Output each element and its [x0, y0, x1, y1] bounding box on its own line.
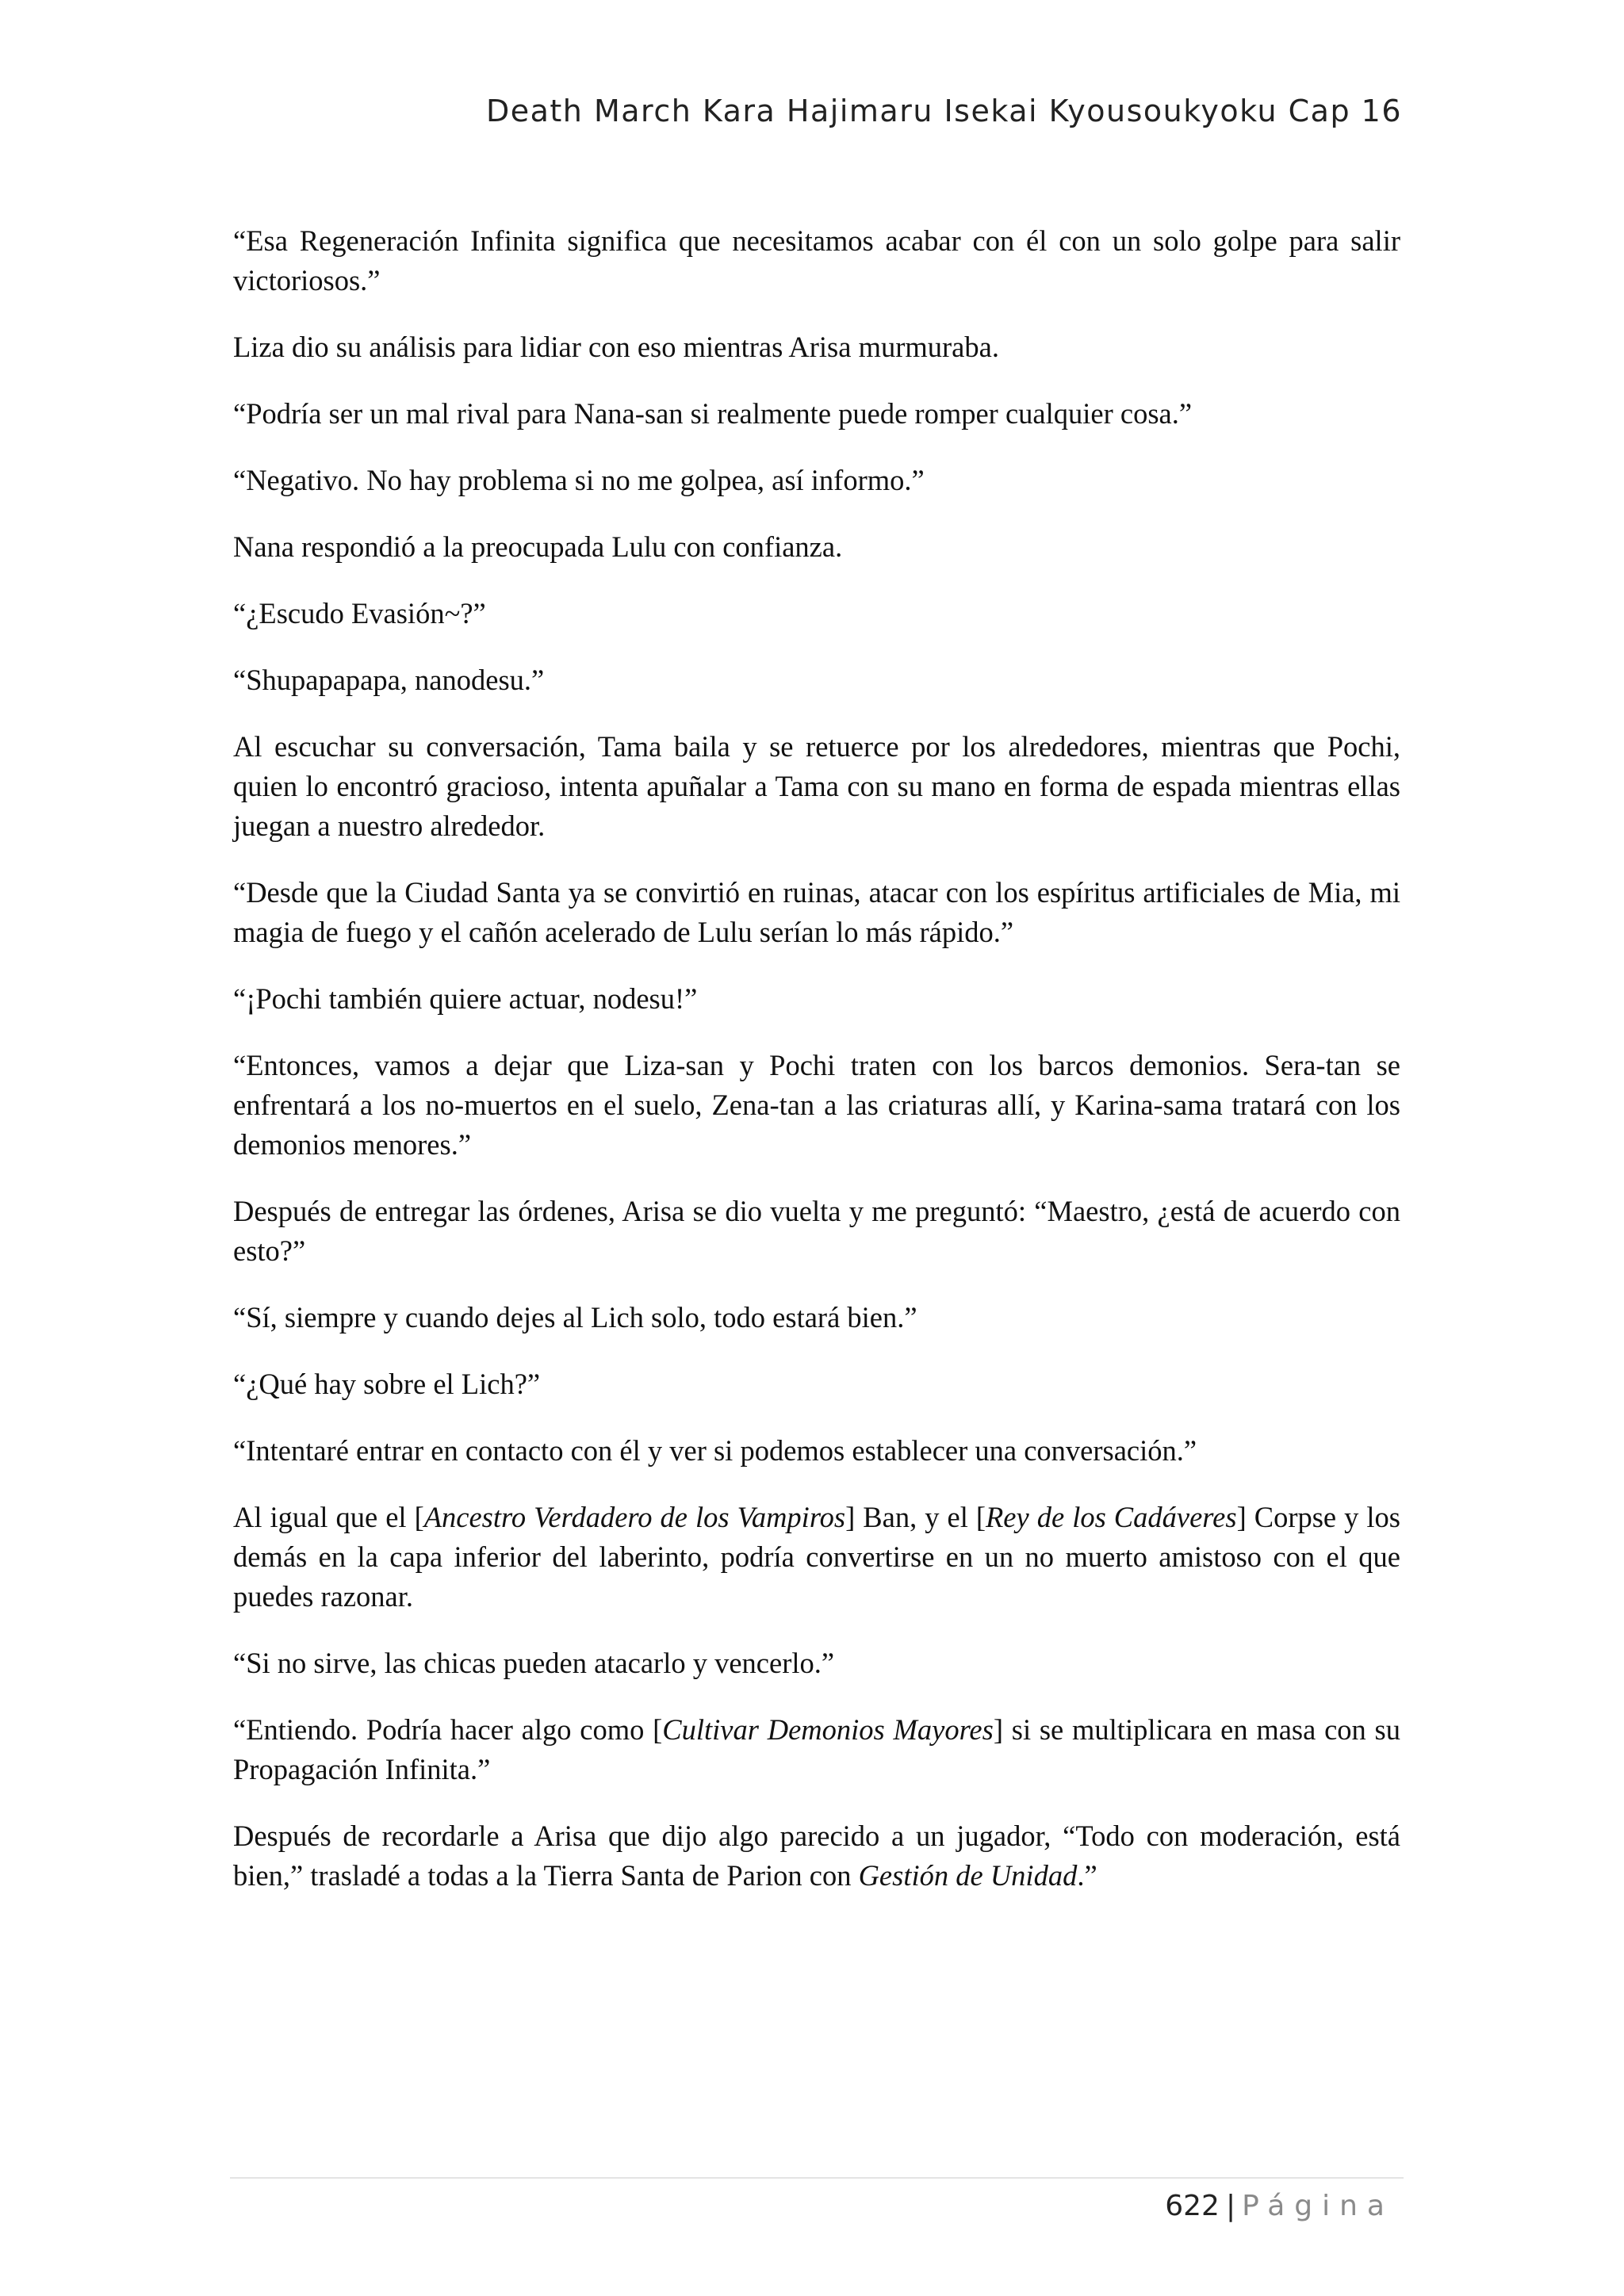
paragraph: [233, 1046, 1400, 1165]
italic-term: Rey de los Cadáveres: [986, 1501, 1237, 1533]
paragraph: [233, 327, 1400, 367]
paragraph: [233, 727, 1400, 846]
running-header: Death March Kara Hajimaru Isekai Kyousoukyoku Cap 16: [485, 94, 1402, 128]
text-run: “Entiendo. Podría hacer algo como [: [233, 1713, 663, 1746]
text-run: “¿Qué hay sobre el Lich?”: [233, 1368, 541, 1400]
text-run: ] si se multiplicara en masa con su Propagación Infinita.”: [233, 1713, 1400, 1785]
paragraph: [233, 873, 1400, 952]
paragraph: [233, 1431, 1400, 1471]
paragraph: [233, 1710, 1400, 1789]
paragraph: [233, 394, 1400, 434]
text-run: Al escuchar su conversación, Tama baila y se retuerce por los alrededores, mientras que Pochi, quien lo encontró gracioso, intenta apuñalar a Tama con su mano en forma de espada mientras ellas juegan a nuestro alrededor.: [233, 730, 1400, 842]
text-run: “Entonces, vamos a dejar que Liza-san y Pochi traten con los barcos demonios. Sera-tan se enfrentará a los no-muertos en el suelo, Zena-tan a las criaturas allí, y Karina-sama tratará con los demonios menores.”: [233, 1049, 1400, 1161]
paragraph: [233, 1298, 1400, 1337]
paragraph: [233, 527, 1400, 567]
text-run: “Sí, siempre y cuando dejes al Lich solo, todo estará bien.”: [233, 1301, 917, 1334]
text-run: “Intentaré entrar en contacto con él y ver si podemos establecer una conversación.”: [233, 1434, 1197, 1467]
text-run: ] Ban, y el [: [845, 1501, 986, 1533]
text-run: Al igual que el [: [233, 1501, 424, 1533]
text-run: “Negativo. No hay problema si no me golpea, así informo.”: [233, 464, 925, 496]
paragraph: [233, 1192, 1400, 1271]
italic-term: Gestión de Unidad: [858, 1859, 1078, 1892]
text-run: Después de recordarle a Arisa que dijo algo parecido a un jugador, “Todo con moderación, está bien,” trasladé a todas a la Tierra Santa de Parion con: [233, 1820, 1400, 1892]
paragraph: [233, 1644, 1400, 1683]
italic-term: Cultivar Demonios Mayores: [662, 1713, 994, 1746]
text-run: Después de entregar las órdenes, Arisa se dio vuelta y me preguntó: “Maestro, ¿está de acuerdo con esto?”: [233, 1195, 1400, 1267]
page-label: Página: [1242, 2190, 1394, 2222]
paragraph: [233, 461, 1400, 500]
page-number: 622: [1165, 2190, 1220, 2222]
text-run: “Podría ser un mal rival para Nana-san si realmente puede romper cualquier cosa.”: [233, 397, 1193, 430]
paragraph: [233, 1364, 1400, 1404]
text-run: “Esa Regeneración Infinita significa que necesitamos acabar con él con un solo golpe para salir victoriosos.”: [233, 224, 1400, 297]
body-text: [233, 221, 1400, 1896]
paragraph: [233, 594, 1400, 633]
text-run: “Shupapapapa, nanodesu.”: [233, 664, 545, 696]
paragraph: [233, 1498, 1400, 1617]
text-run: Liza dio su análisis para lidiar con eso mientras Arisa murmuraba.: [233, 331, 999, 363]
paragraph: [233, 979, 1400, 1019]
paragraph: [233, 660, 1400, 700]
footer-divider: [230, 2177, 1404, 2179]
text-run: “Desde que la Ciudad Santa ya se convirtió en ruinas, atacar con los espíritus artificiales de Mia, mi magia de fuego y el cañón acelerado de Lulu serían lo más rápido.”: [233, 876, 1400, 948]
text-run: “Si no sirve, las chicas pueden atacarlo y vencerlo.”: [233, 1647, 835, 1679]
text-run: Nana respondió a la preocupada Lulu con confianza.: [233, 530, 843, 563]
paragraph: [233, 1816, 1400, 1896]
text-run: .”: [1077, 1859, 1097, 1892]
italic-term: Ancestro Verdadero de los Vampiros: [423, 1501, 846, 1533]
text-run: ] Corpse y los demás en la capa inferior del laberinto, podría convertirse en un no muerto amistoso con el que puedes razonar.: [233, 1501, 1401, 1613]
paragraph: [233, 221, 1400, 300]
text-run: “¡Pochi también quiere actuar, nodesu!”: [233, 982, 698, 1015]
footer-separator: |: [1225, 2190, 1236, 2222]
text-run: “¿Escudo Evasión~?”: [233, 597, 486, 629]
page-footer: [1165, 2190, 1394, 2222]
